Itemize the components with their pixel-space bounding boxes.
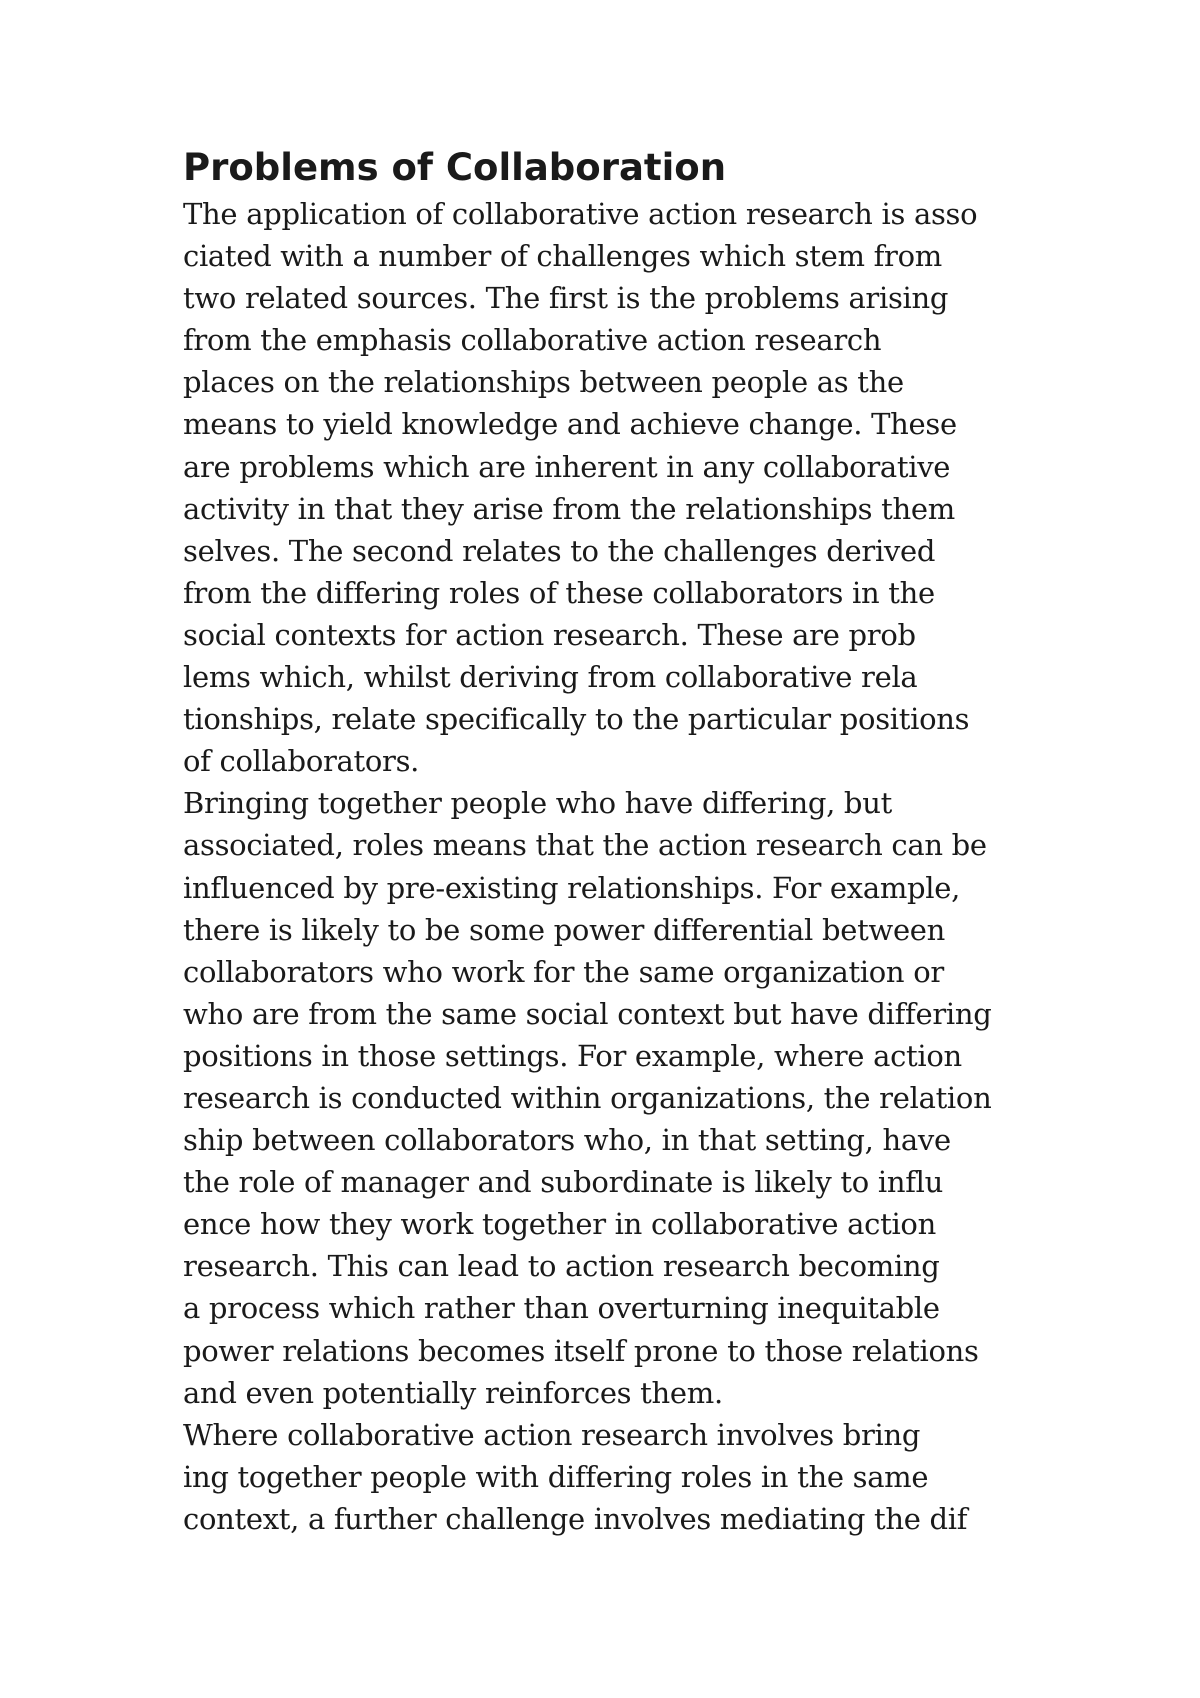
text-line: influenced by pre-existing relationships. For example,	[183, 870, 961, 905]
text-line: ence how they work together in collaborative action	[183, 1207, 936, 1242]
text-line: who are from the same social context but have differing	[183, 996, 992, 1031]
text-line: collaborators who work for the same organization or	[183, 954, 944, 989]
text-line: there is likely to be some power differential between	[183, 912, 946, 947]
text-line: power relations becomes itself prone to those relations	[183, 1333, 979, 1368]
text-line: context, a further challenge involves mediating the dif	[183, 1501, 968, 1536]
text-line: of collaborators.	[183, 744, 420, 779]
section-heading: Problems of Collaboration	[183, 146, 727, 189]
text-line: and even potentially reinforces them.	[183, 1375, 723, 1410]
text-line: activity in that they arise from the relationships them	[183, 491, 955, 526]
text-line: positions in those settings. For example, where action	[183, 1038, 962, 1073]
text-line: social contexts for action research. These are prob	[183, 617, 916, 652]
text-line: tionships, relate specifically to the particular positions	[183, 702, 970, 737]
text-line: from the emphasis collaborative action research	[183, 323, 882, 358]
text-line: research is conducted within organizations, the relation	[183, 1080, 992, 1115]
text-line: selves. The second relates to the challenges derived	[183, 533, 936, 568]
text-line: two related sources. The first is the problems arising	[183, 281, 949, 316]
text-line: are problems which are inherent in any collaborative	[183, 449, 951, 484]
text-line: from the differing roles of these collaborators in the	[183, 575, 935, 610]
text-line: The application of collaborative action research is asso	[183, 197, 978, 231]
text-line: places on the relationships between people as the	[183, 365, 904, 400]
text-line: ing together people with differing roles in the same	[183, 1459, 929, 1494]
body-text	[183, 193, 1183, 1540]
text-line: Bringing together people who have differing, but	[183, 786, 892, 821]
text-line: means to yield knowledge and achieve change. These	[183, 407, 957, 442]
text-line: associated, roles means that the action research can be	[183, 828, 987, 863]
text-line: ciated with a number of challenges which stem from	[183, 239, 942, 274]
text-line: Where collaborative action research involves bring	[183, 1417, 921, 1452]
text-line: a process which rather than overturning inequitable	[183, 1291, 940, 1326]
text-line: lems which, whilst deriving from collaborative rela	[183, 660, 918, 695]
text-line: the role of manager and subordinate is likely to influ	[183, 1165, 944, 1200]
text-line: research. This can lead to action research becoming	[183, 1249, 940, 1284]
text-line: ship between collaborators who, in that setting, have	[183, 1123, 951, 1158]
